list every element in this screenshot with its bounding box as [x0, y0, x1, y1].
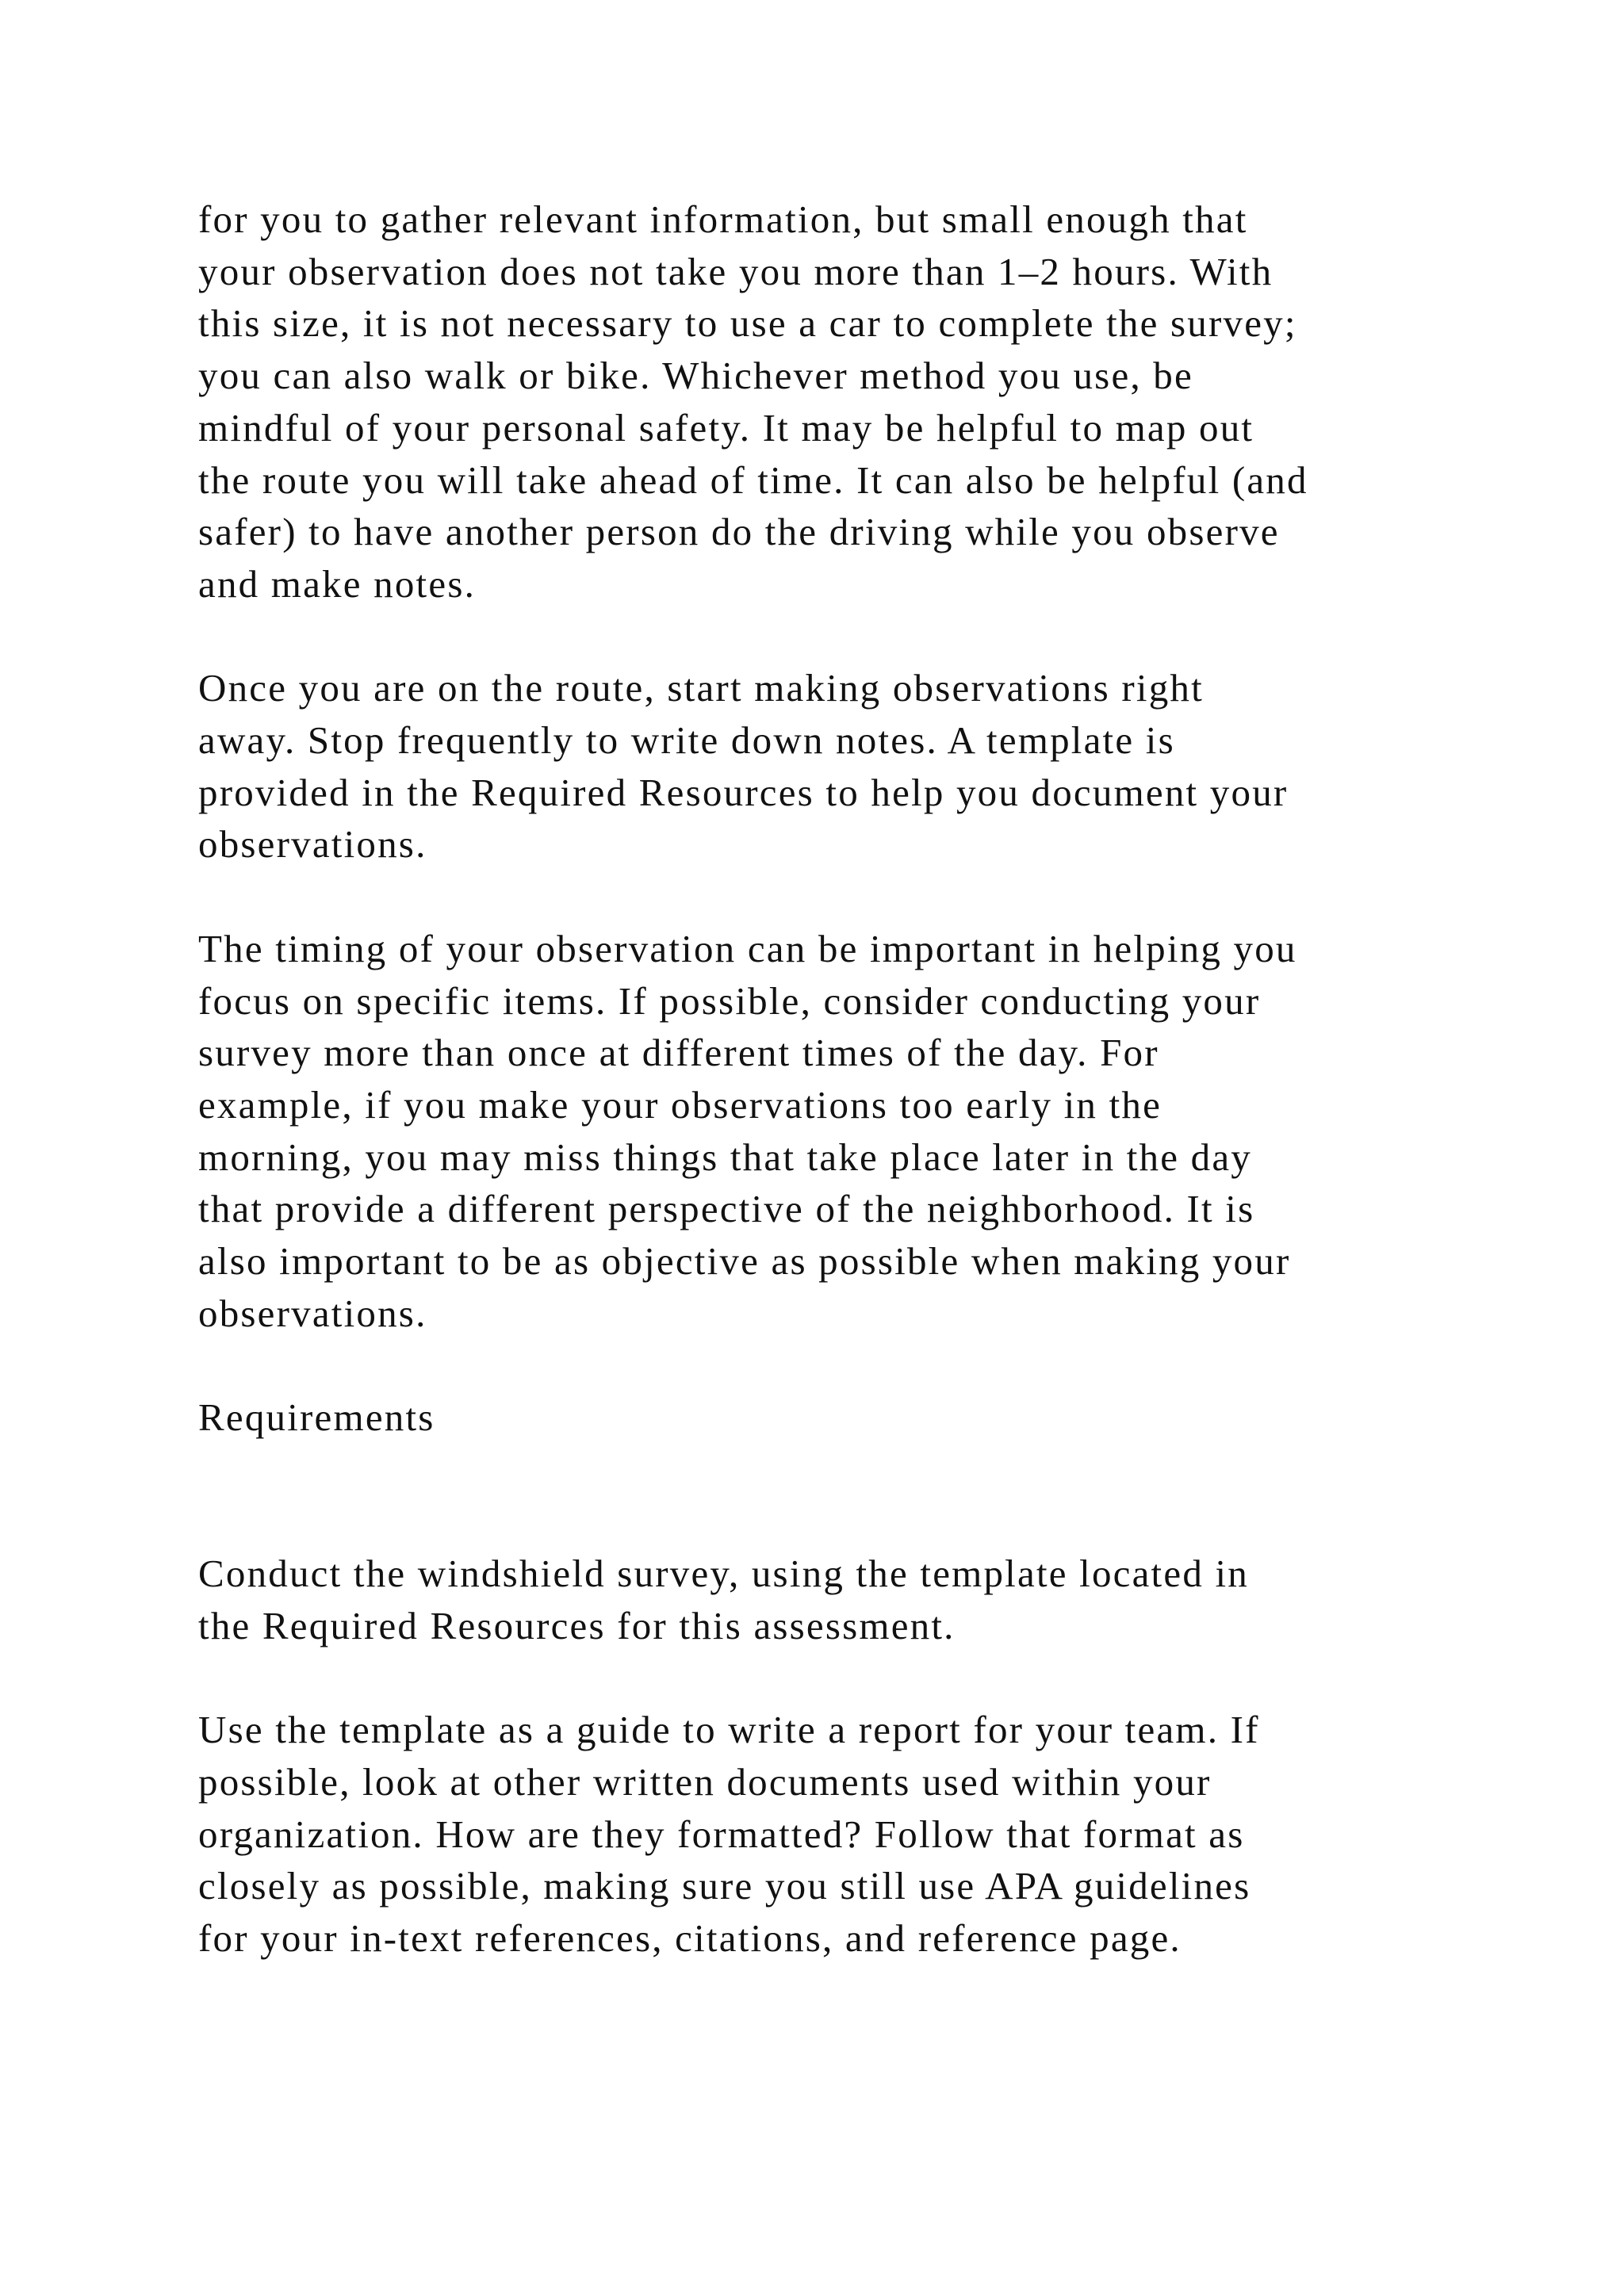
text-line: the route you will take ahead of time. It can also be helpful (and [198, 457, 1308, 502]
paragraph-route-observations [198, 662, 1499, 871]
text-line: focus on specific items. If possible, consider conducting your [198, 978, 1261, 1023]
text-line: possible, look at other written documents used within your [198, 1760, 1212, 1804]
text-line: safer) to have another person do the driving while you observe [198, 510, 1280, 554]
text-line: Use the template as a guide to write a report for your team. If [198, 1708, 1260, 1752]
text-line: organization. How are they formatted? Follow that format as [198, 1812, 1245, 1856]
requirement-conduct-survey [198, 1548, 1499, 1651]
text-line: also important to be as objective as possible when making your [198, 1239, 1291, 1284]
text-line: and make notes. [198, 561, 477, 606]
text-line: Once you are on the route, start making observations right [198, 666, 1204, 710]
text-line: example, if you make your observations too early in the [198, 1082, 1162, 1127]
text-line: morning, you may miss things that take place later in the day [198, 1135, 1252, 1179]
text-line: that provide a different perspective of the neighborhood. It is [198, 1187, 1255, 1231]
document-body [198, 193, 1499, 2017]
paragraph-survey-size [198, 193, 1499, 610]
text-line: mindful of your personal safety. It may be helpful to map out [198, 405, 1254, 450]
text-line: observations. [198, 1291, 427, 1335]
text-line: survey more than once at different times of the day. For [198, 1031, 1159, 1075]
paragraph-observation-timing [198, 923, 1499, 1340]
text-line: for you to gather relevant information, but small enough that [198, 197, 1248, 241]
text-line: this size, it is not necessary to use a car to complete the survey; [198, 301, 1297, 346]
text-line: Conduct the windshield survey, using the template located in [198, 1552, 1249, 1596]
text-line: observations. [198, 822, 427, 867]
text-line: for your in-text references, citations, and reference page. [198, 1916, 1182, 1961]
text-line: you can also walk or bike. Whichever method you use, be [198, 354, 1193, 398]
heading-text: Requirements [198, 1395, 435, 1440]
text-line: the Required Resources for this assessment. [198, 1603, 956, 1647]
requirement-write-report [198, 1704, 1499, 1965]
text-line: closely as possible, making sure you still use APA guidelines [198, 1864, 1251, 1908]
text-line: your observation does not take you more than 1–2 hours. With [198, 249, 1274, 293]
text-line: provided in the Required Resources to help you document your [198, 770, 1289, 814]
section-heading-requirements [198, 1391, 1499, 1444]
text-line: The timing of your observation can be important in helping you [198, 926, 1297, 970]
text-line: away. Stop frequently to write down notes. A template is [198, 718, 1175, 763]
